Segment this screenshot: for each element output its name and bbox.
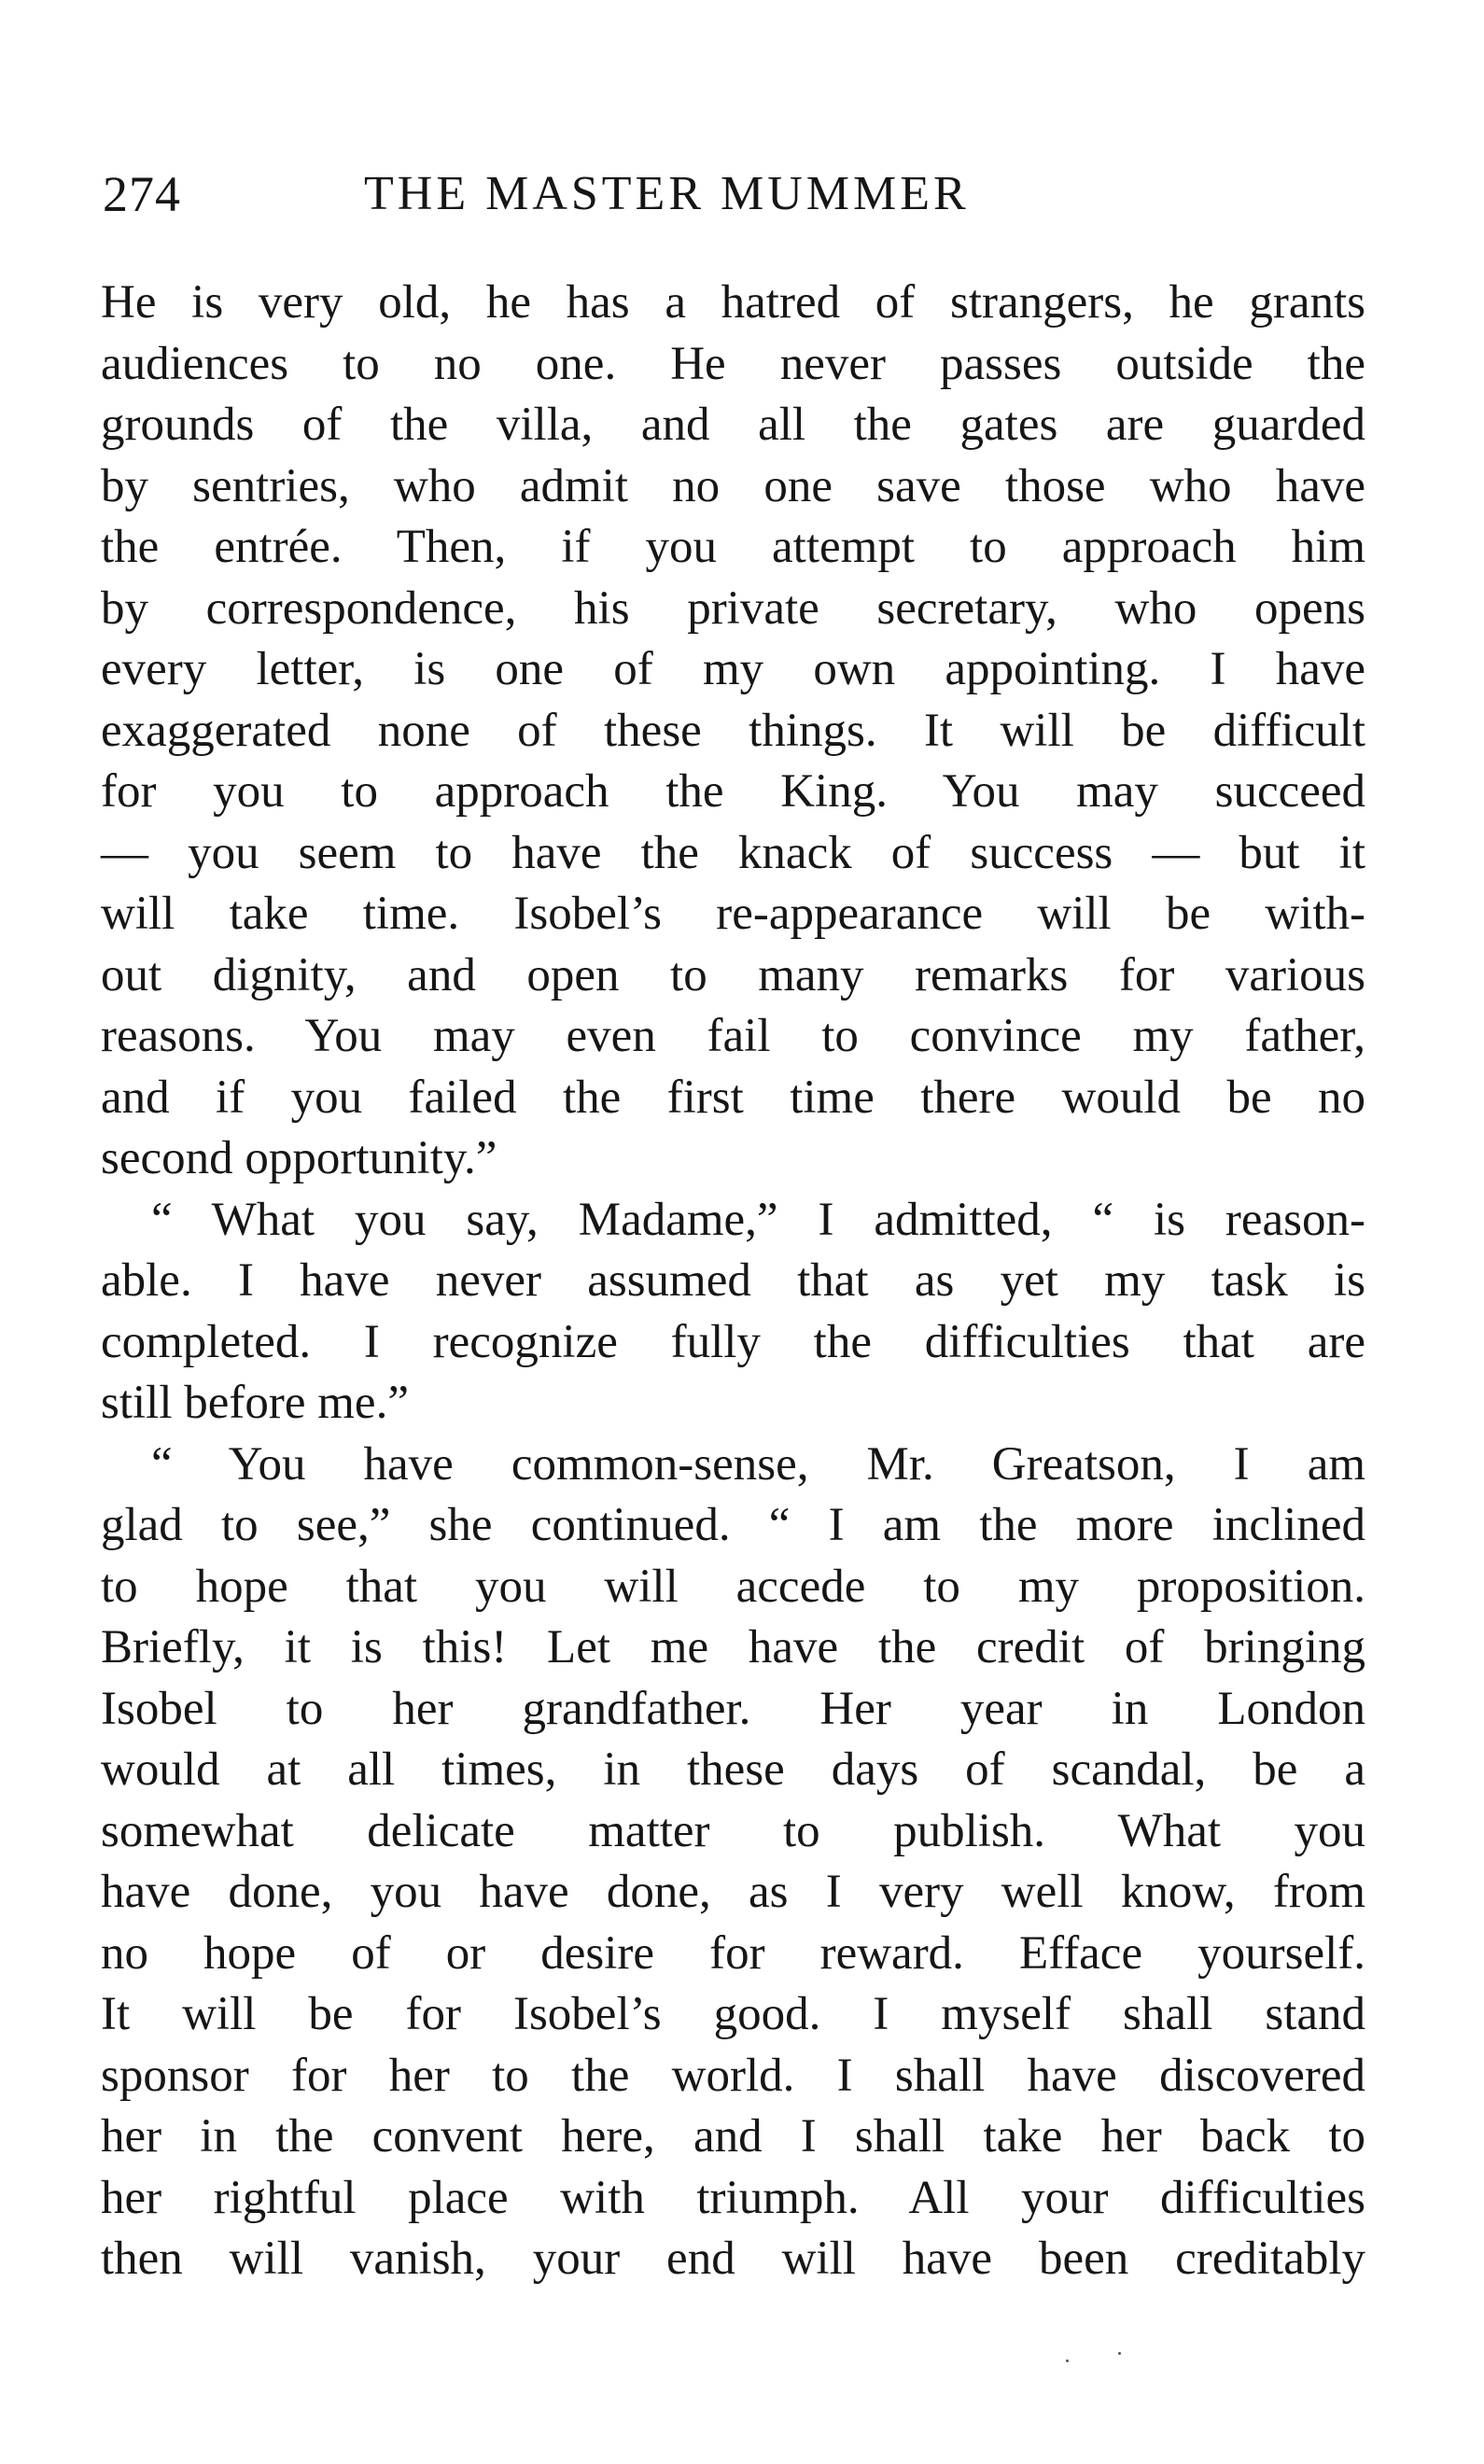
text-line: for you to approach the King. You may succeed	[101, 765, 1365, 818]
text-line: It will be for Isobel’s good. I myself shall stand	[101, 1988, 1365, 2040]
text-line: the entrée. Then, if you attempt to approach him	[101, 521, 1365, 573]
text-line: would at all times, in these days of scandal, be a	[101, 1743, 1365, 1796]
text-line: reasons. You may even fail to convince my father,	[101, 1010, 1365, 1062]
text-line: by sentries, who admit no one save those who have	[101, 459, 1365, 512]
text-line: to hope that you will accede to my proposition.	[101, 1560, 1365, 1613]
text-line: audiences to no one. He never passes outside the	[101, 337, 1365, 390]
text-line: grounds of the villa, and all the gates are guarded	[101, 399, 1365, 451]
text-line: Briefly, it is this! Let me have the credit of bringing	[101, 1621, 1365, 1673]
text-line: “ You have common-sense, Mr. Greatson, I am	[151, 1437, 1365, 1491]
text-line: and if you failed the first time there would be no	[101, 1071, 1365, 1124]
text-line: exaggerated none of these things. It will be difficult	[101, 704, 1365, 757]
text-line: every letter, is one of my own appointing. I have	[101, 643, 1365, 695]
text-line: out dignity, and open to many remarks for various	[101, 948, 1365, 1001]
text-line: completed. I recognize fully the difficulties that are	[101, 1315, 1365, 1368]
text-line: second opportunity.”	[101, 1132, 497, 1184]
text-line: her in the convent here, and I shall take her back to	[101, 2110, 1365, 2163]
text-line: “ What you say, Madame,” I admitted, “ is reason-	[151, 1193, 1365, 1246]
text-line: glad to see,” she continued. “ I am the more inclined	[101, 1499, 1365, 1551]
text-line: have done, you have done, as I very well know, from	[101, 1866, 1365, 1918]
page-header	[103, 164, 1363, 230]
text-line: will take time. Isobel’s re-appearance will be with-	[101, 888, 1365, 940]
text-line: her rightful place with triumph. All your difficulties	[101, 2171, 1365, 2224]
text-line: somewhat delicate matter to publish. What you	[101, 1804, 1365, 1857]
text-line: able. I have never assumed that as yet my task is	[101, 1254, 1365, 1307]
print-speck	[1066, 2359, 1069, 2362]
text-line: — you seem to have the knack of success — but it	[101, 826, 1365, 879]
text-line: then will vanish, your end will have been creditably	[101, 2233, 1365, 2285]
text-line: He is very old, he has a hatred of strangers, he grants	[101, 276, 1365, 329]
text-line: still before me.”	[101, 1377, 409, 1429]
text-line: sponsor for her to the world. I shall have discovered	[101, 2049, 1365, 2102]
text-line: no hope of or desire for reward. Efface yourself.	[101, 1926, 1365, 1980]
running-title: THE MASTER MUMMER	[364, 167, 970, 220]
page-number: 274	[103, 166, 181, 222]
text-line: by correspondence, his private secretary, who opens	[101, 581, 1365, 635]
print-speck	[1118, 2352, 1121, 2355]
text-line: Isobel to her grandfather. Her year in London	[101, 1682, 1365, 1735]
body-text	[101, 273, 1365, 2290]
